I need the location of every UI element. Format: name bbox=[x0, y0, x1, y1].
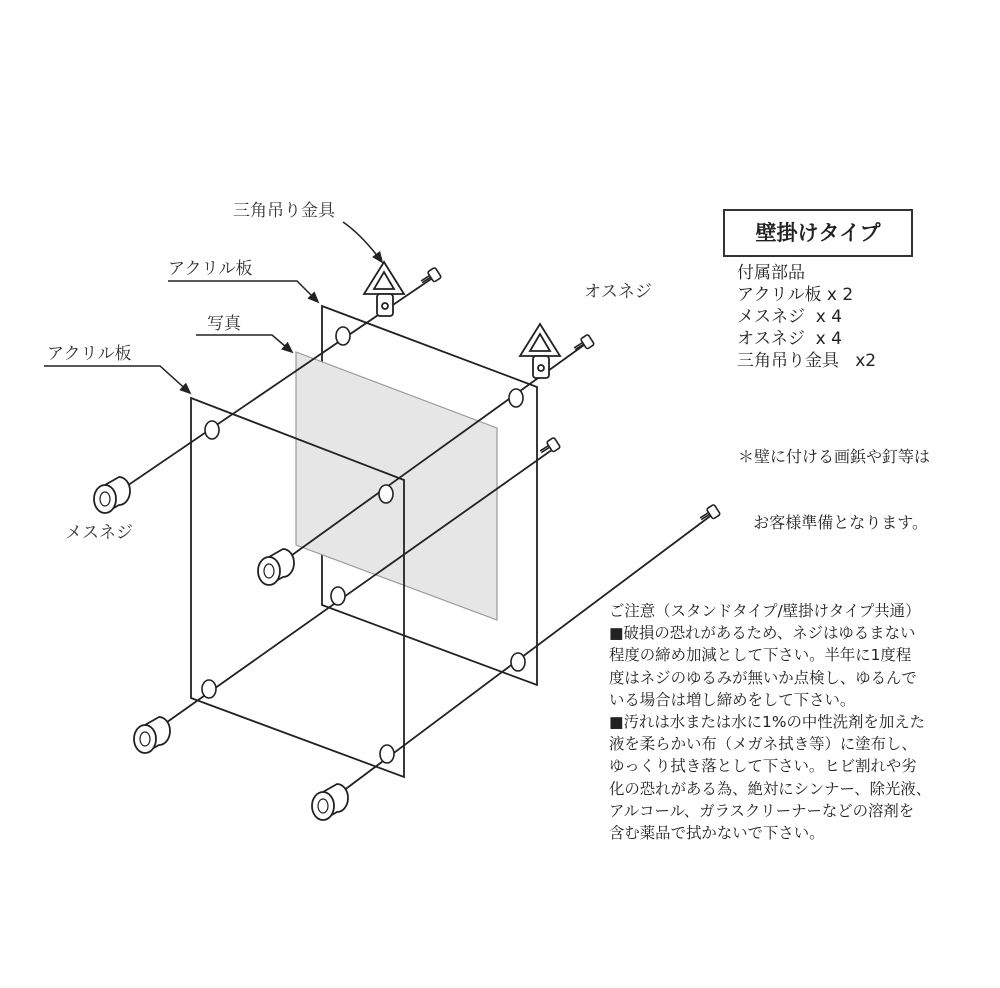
label-triangle-hanger: 三角吊り金具 bbox=[233, 201, 335, 221]
note-line: ＊壁に付ける画鋲や釘等は bbox=[738, 447, 931, 466]
parts-item: メスネジ x 4 bbox=[737, 307, 843, 327]
wall-fixing-note bbox=[738, 402, 930, 556]
parts-list bbox=[737, 262, 876, 372]
caution-line: ご注意（スタンドタイプ/壁掛けタイプ共通） bbox=[609, 602, 921, 620]
caution-line: アルコール、ガラスクリーナーなどの溶剤を bbox=[609, 801, 915, 820]
label-acrylic-back: アクリル板 bbox=[168, 259, 253, 279]
caution-line: ■汚れは水または水に1%の中性洗剤を加えた bbox=[609, 713, 925, 732]
caution-line: 化の恐れがある為、絶対にシンナー、除光液、 bbox=[609, 779, 932, 798]
caution-text bbox=[609, 600, 994, 844]
label-photo: 写真 bbox=[207, 314, 241, 334]
label-male-screw: オスネジ bbox=[584, 282, 652, 302]
caution-line: 程度の締め加減として下さい。半年に1度程 bbox=[609, 646, 912, 665]
caution-line: 含む薬品で拭かないで下さい。 bbox=[609, 824, 825, 843]
caution-line: いる場合は増し締めをして下さい。 bbox=[609, 690, 856, 709]
panel-title: 壁掛けタイプ bbox=[723, 209, 913, 257]
caution-line: 度はネジのゆるみが無いか点検し、ゆるんで bbox=[609, 668, 917, 687]
caution-line: 液を柔らかい布（メガネ拭き等）に塗布し、 bbox=[609, 735, 917, 754]
note-line: お客様準備となります。 bbox=[738, 513, 928, 532]
parts-item: オスネジ x 4 bbox=[737, 329, 842, 349]
parts-heading: 付属部品 bbox=[737, 263, 805, 283]
parts-item: アクリル板 x 2 bbox=[737, 285, 854, 305]
caution-line: ゆっくり拭き落として下さい。ヒビ割れや劣 bbox=[609, 757, 917, 776]
parts-item: 三角吊り金具 x2 bbox=[737, 351, 877, 371]
label-acrylic-front: アクリル板 bbox=[47, 344, 132, 364]
label-female-screw: メスネジ bbox=[65, 523, 133, 543]
caution-line: ■破損の恐れがあるため、ネジはゆるまない bbox=[609, 624, 916, 643]
